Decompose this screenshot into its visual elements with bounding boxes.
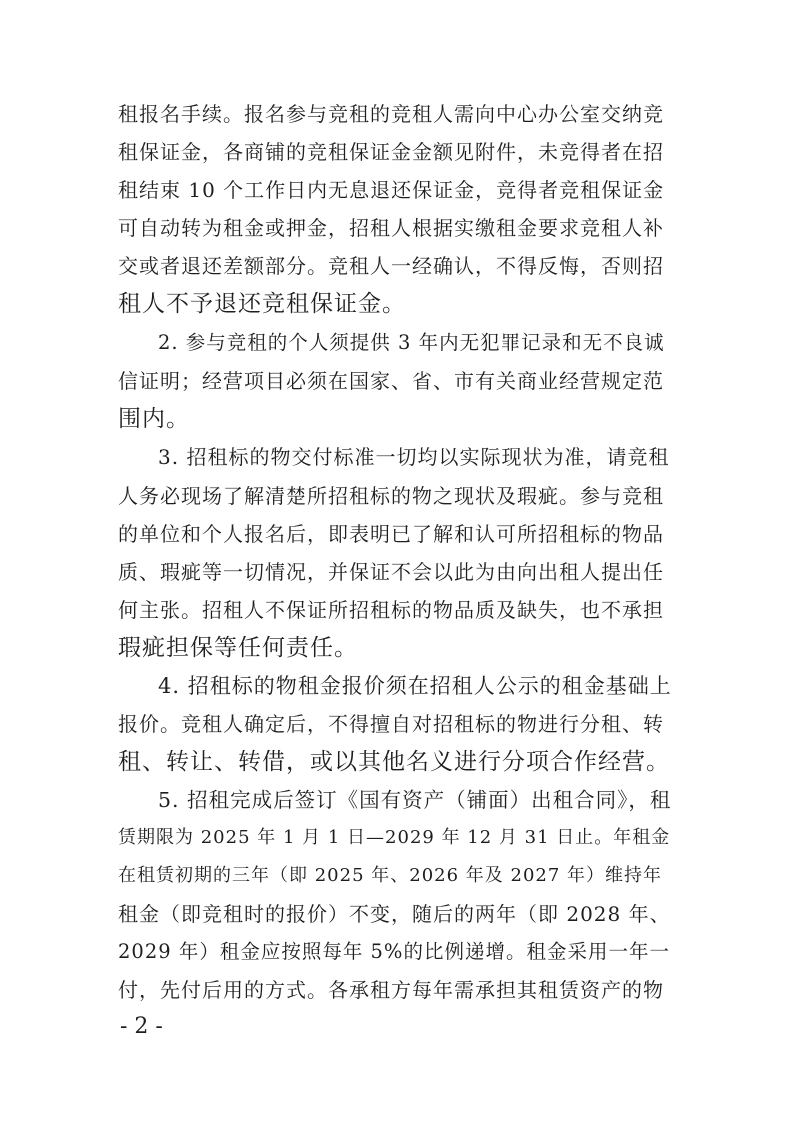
text-line: 的单位和个人报名后，即表明已了解和认可所招租标的物品: [118, 522, 664, 546]
text-line: 人务必现场了解清楚所招租标的物之现状及瑕疵。参与竞租: [118, 484, 664, 508]
text-line: 2029 年）租金应按照每年 5%的比例递增。租金采用一年一: [118, 940, 670, 963]
text-line: 租、转让、转借，或以其他名义进行分项合作经营。: [118, 749, 670, 775]
page-number: - 2 -: [120, 1014, 163, 1039]
text-line: 报价。竞租人确定后，不得擅自对招租标的物进行分租、转: [118, 712, 664, 736]
text-line: 瑕疵担保等任何责任。: [118, 635, 358, 661]
text-line: 租结束 10 个工作日内无息退还保证金，竞得者竞租保证金: [118, 178, 665, 202]
text-line: 付，先付后用的方式。各承租方每年需承担其租赁资产的物: [118, 978, 664, 1002]
text-line: 何主张。招租人不保证所招租标的物品质及缺失，也不承担: [118, 598, 664, 622]
text-line: 4. 招租标的物租金报价须在招租人公示的租金基础上: [158, 674, 672, 698]
text-line: 租金（即竞租时的报价）不变，随后的两年（即 2028 年、: [118, 902, 671, 926]
text-line: 5. 招租完成后签订《国有资产（铺面）出租合同》，租: [158, 788, 672, 812]
text-line: 租保证金，各商铺的竞租保证金金额见附件，未竞得者在招: [118, 140, 664, 164]
text-line: 2. 参与竞租的个人须提供 3 年内无犯罪记录和无不良诚: [158, 331, 665, 354]
text-line: 租报名手续。报名参与竞租的竞租人需向中心办公室交纳竞: [118, 102, 664, 126]
text-line: 在租赁初期的三年（即 2025 年、2026 年及 2027 年）维持年: [118, 865, 663, 886]
text-line: 围内。: [118, 406, 190, 432]
text-line: 3. 招租标的物交付标准一切均以实际现状为准，请竞租: [158, 445, 670, 469]
text-line: 可自动转为租金或押金，招租人根据实缴租金要求竞租人补: [118, 216, 664, 240]
text-line: 租人不予退还竞租保证金。: [118, 291, 406, 317]
text-line: 交或者退还差额部分。竞租人一经确认，不得反悔，否则招: [118, 254, 664, 278]
text-line: 质、瑕疵等一切情况，并保证不会以此为由向出租人提出任: [118, 560, 664, 584]
text-line: 信证明；经营项目必须在国家、省、市有关商业经营规定范: [118, 369, 664, 393]
text-line: 赁期限为 2025 年 1 月 1 日—2029 年 12 月 31 日止。年租金: [118, 827, 671, 848]
